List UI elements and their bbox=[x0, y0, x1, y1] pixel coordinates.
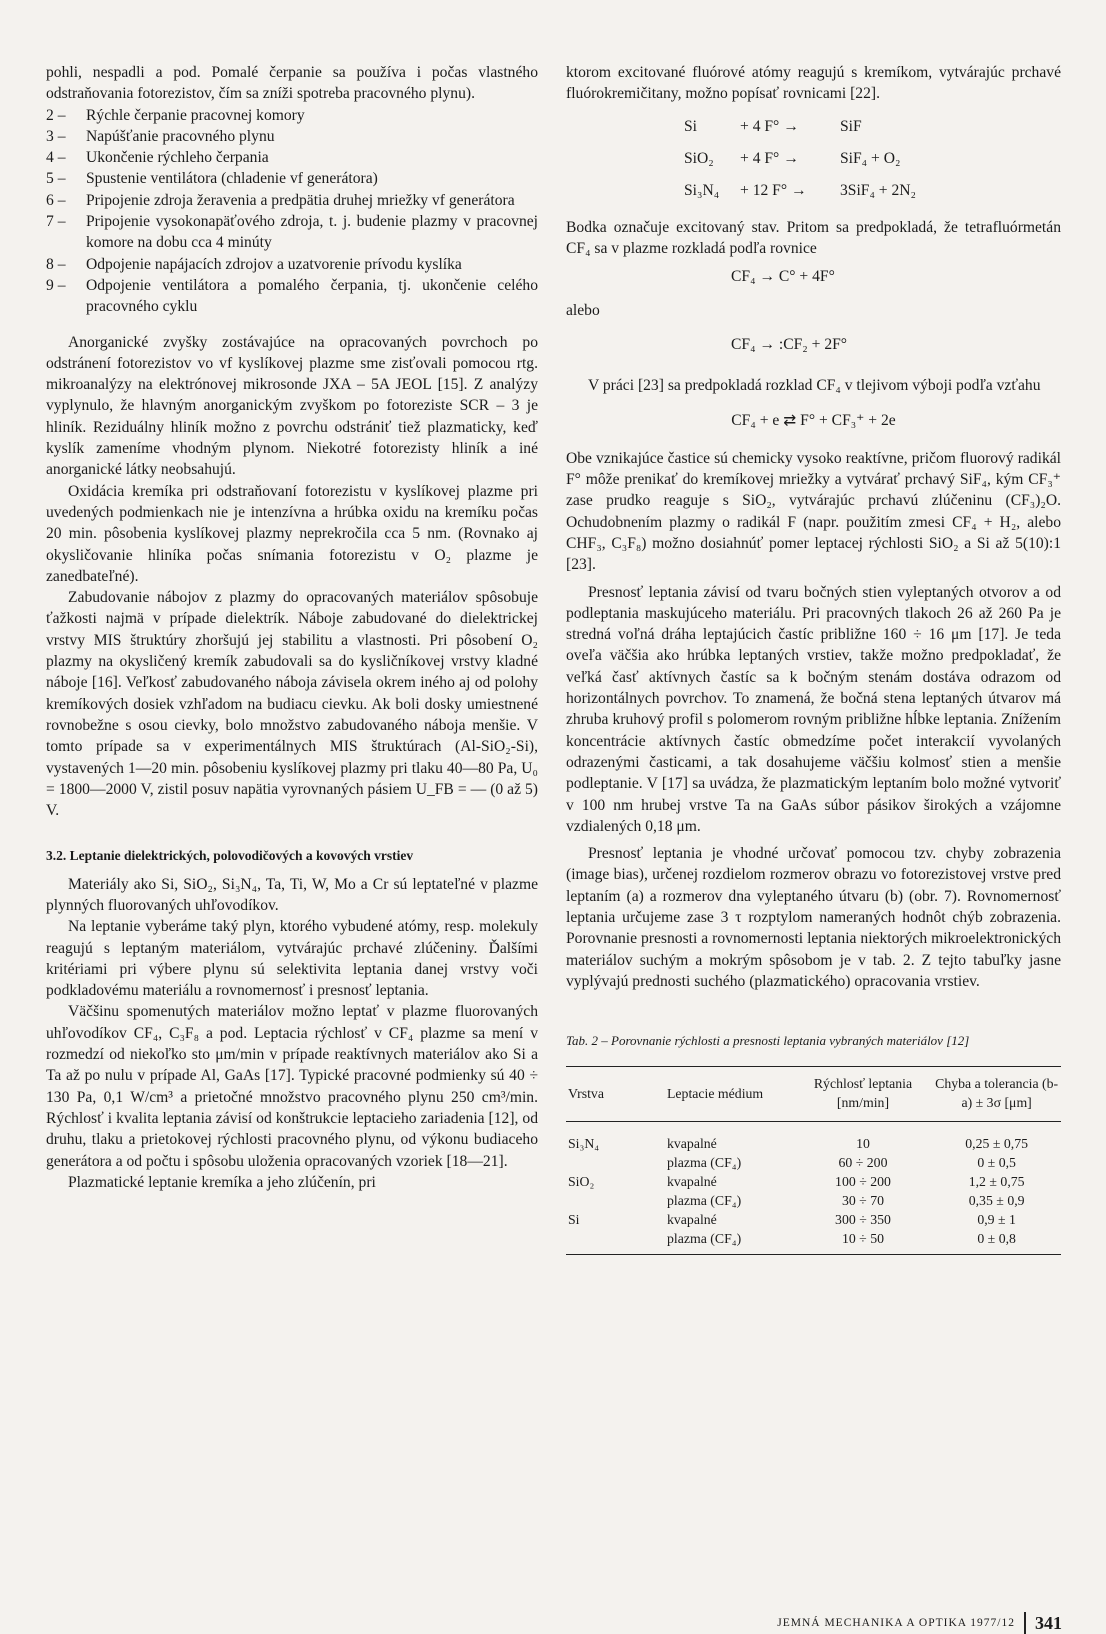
product: 3SiF₄ + 2N₂ bbox=[840, 181, 916, 199]
paragraph: Bodka označuje excitovaný stav. Pritom sa predpokladá, že tetrafluórmetán CF₄ sa v plazme rozkladá podľa rovnice bbox=[566, 218, 1061, 257]
table-row bbox=[566, 1172, 1061, 1210]
reaction-equation bbox=[684, 143, 1061, 175]
media-cell: kvapalné plazma (CF₄) bbox=[667, 1212, 742, 1247]
step-item bbox=[46, 168, 538, 189]
paragraph: V práci [23] sa predpokladá rozklad CF₄ v tlejivom výboji podľa vzťahu bbox=[588, 377, 1041, 395]
step-item bbox=[46, 105, 538, 126]
reactant: Si bbox=[684, 117, 698, 135]
paragraph: Presnosť leptania závisí od tvaru bočných stien vyleptaných otvorov a od podleptania maskujúceho materiálu. Pri pracovných tlakoch 26 až 260 Pa je stredná voľná dráha leptajúcich častíc približne 160 ÷ 16 μm [17]. Je teda oveľa väčšia ako hrúbka leptaných vrstiev, takže možno predpokladať, že veľká časť aktívnych častíc sa k bočným stenám dostáva odrazom od horizontálnych povrchov. To znamená, že bočná stena leptaných útvarov má zhruba kruhový profil s polomerom rovným približne hĺbke leptania. Znížením koncentrácie aktívnych častíc obmedzíme počet interakcií vyvolaných odrazenými časticami, a tak dosahujeme väčšiu kolmosť stien a menšie podleptanie. V [17] sa uvádza, že plazmatickým leptaním bolo možné vytvoriť v 100 nm hrubej vrstve Ta na GaAs súbor pásikov širokých a vzájomne vzdialených 0,18 μm. bbox=[566, 583, 1061, 835]
step-number: 3 – bbox=[46, 127, 66, 145]
media-cell: kvapalné plazma (CF₄) bbox=[667, 1136, 742, 1171]
table-caption: Tab. 2 – Porovnanie rýchlosti a presnosti leptania vybraných materiálov [12] bbox=[566, 1033, 970, 1049]
reaction-operator: + 4 F° → bbox=[740, 149, 799, 167]
paragraph: Anorganické zvyšky zostávajúce na opracovaných povrchoch po odstránení fotorezistov vo vf kyslíkovej plazme sme zisťovali pomocou rtg. mikroanalýzy na elektrónovej mikrosonde JXA – 5A JEOL [15]. Z analýzy vyplynulo, že hlavným anorganickým zvyškom po fotoreziste SCR – 3 je hliník. Reziduálny hliník možno z povrchu odstrániť tiež plazmaticky, keď kyslík zameníme vhodným plynom. Niekotré fotorezisty hliník a iné anorganické látky neobsahujú. bbox=[46, 333, 538, 479]
step-text: Ukončenie rýchleho čerpania bbox=[86, 149, 269, 167]
step-item bbox=[46, 190, 538, 211]
intro-continuation: pohli, nespadli a pod. Pomalé čerpanie sa používa i počas vlastného odstraňovania fotorezistov, čím sa zníži spotreba pracovného plynu). bbox=[46, 64, 538, 103]
paragraph: Oxidácia kremíka pri odstraňovaní fotorezistu v kyslíkovej plazme pri uvedených podmienkach nie je intenzívna a hrúbka oxidu na kremíku počas 20 min. pôsobenia kyslíkovej plazmy neprekročila cca 5 nm. (Rovnako aj okysličovanie hliníka počas snímania fotorezistu v O₂ plazme je zanedbateľné). bbox=[46, 482, 538, 585]
paragraph: Väčšinu spomenutých materiálov možno leptať v plazme fluorovaných uhľovodíkov CF₄, C₃F₈ a pod. Leptacia rýchlosť v CF₄ plazme sa mení v rozmedzí od niekoľko sto μm/min v prípade reaktívnych materiálov ako Si a Ta až po nulu v prípade Al, GaAs [17]. Typické pracovné podmienky sú 40 ÷ 130 Pa, 0,1 W/cm³ a prietočné množstvo pracovného plynu 250 cm³/min. Rýchlosť i kvalita leptania závisí od konštrukcie leptacieho zariadenia [12], od druhu, tlaku a prietokovej rýchlosti pracovného plynu, od výkonu budiaceho generátora a od počtu i spôsobu uloženia opracovaných vzoriek [18—21]. bbox=[46, 1003, 538, 1170]
reactant: SiO₂ bbox=[684, 149, 714, 167]
step-text: Napúšťanie pracovného plynu bbox=[86, 127, 275, 145]
paragraph: Na leptanie vyberáme taký plyn, ktorého vybudené atómy, resp. molekuly reagujú s leptaným materiálom, vytvárajúc prchavé zlúčeniny. Ďalšími kritériami pri výbere plynu sú selektivita leptania danej vrstvy voči podkladovému materiálu a rovnomernosť i presnosť leptania. bbox=[46, 918, 538, 1000]
journal-name: JEMNÁ MECHANIKA A OPTIKA 1977/12 bbox=[777, 1617, 1015, 1629]
error-cell: 0,25 ± 0,75 0 ± 0,5 bbox=[965, 1136, 1029, 1171]
equation: CF₄ + e ⇄ F° + CF₃⁺ + 2e bbox=[731, 412, 896, 430]
column-header: Vrstva bbox=[568, 1085, 604, 1101]
step-text: Odpojenie ventilátora a pomalého čerpania, tj. ukončenie celého pracovného cyklu bbox=[86, 276, 538, 316]
rate-cell: 300 ÷ 350 10 ÷ 50 bbox=[835, 1212, 891, 1247]
paragraph: Plazmatické leptanie kremíka a jeho zlúčenín, pri bbox=[68, 1173, 376, 1191]
step-number: 6 – bbox=[46, 191, 66, 209]
right-column bbox=[566, 62, 1061, 1255]
table-row bbox=[566, 1122, 1061, 1173]
step-number: 9 – bbox=[46, 276, 66, 294]
layer-cell: SiO₂ bbox=[568, 1174, 595, 1190]
step-number: 7 – bbox=[46, 213, 66, 231]
procedure-steps bbox=[46, 105, 538, 318]
cf4-decomposition bbox=[566, 259, 1061, 361]
paragraph: Presnosť leptania je vhodné určovať pomocou tzv. chyby zobrazenia (image bias), určenej rozdielom rozmerov obrazu vo fotorezistovej vrstve pred leptaním (a) a rozmerov dna vyleptaného útvaru (b) (obr. 7). Rovnomernosť leptania určujeme zase 3 τ rozptylom nameraných hodnôt chýb zobrazenia. Porovnanie presnosti a rovnomernosti leptania niektorých mikroelektronických materiálov suchým a mokrým spôsobom je v tab. 2. Z tejto tabuľky jasne vyplývajú prednosti suchého (plazmatického) opracovania vrstiev. bbox=[566, 845, 1061, 990]
error-cell: 1,2 ± 0,75 0,35 ± 0,9 bbox=[968, 1174, 1025, 1209]
reaction-equations bbox=[684, 111, 1061, 207]
step-item bbox=[46, 211, 538, 254]
left-column bbox=[46, 62, 538, 1193]
step-text: Pripojenie vysokonapäťového zdroja, t. j. budenie plazmy v pracovnej komore na dobu cca 4 minúty bbox=[86, 213, 538, 252]
column-header: Chyba a tolerancia (b-a) ± 3σ [μm] bbox=[935, 1076, 1059, 1111]
reaction-operator: + 12 F° → bbox=[740, 181, 807, 199]
step-item bbox=[46, 147, 538, 168]
paragraph: ktorom excitované fluórové atómy reagujú s kremíkom, vytvárajúc prchavé fluórokremičitany, možno popísať rovnicami [22]. bbox=[566, 64, 1061, 103]
section-heading: 3.2. Leptanie dielektrických, polovodičových a kovových vrstiev bbox=[46, 848, 414, 864]
page-number: 341 bbox=[1035, 1612, 1062, 1633]
step-text: Odpojenie napájacích zdrojov a uzatvorenie prívodu kyslíka bbox=[86, 255, 462, 273]
column-header: Leptacie médium bbox=[667, 1085, 764, 1101]
paragraph: Zabudovanie nábojov z plazmy do opracovaných materiálov spôsobuje ťažkosti najmä v prípade dielektrík. Náboje zabudované do dielektrickej vrstvy MIS štruktúry zhoršujú jej stabilitu a vlastnosti. Pri pôsobení O₂ plazmy na okysličený kremík zabudovali sa do kysličníkovej vrstvy kladné náboje [16]. Veľkosť zabudovaného náboja závisela okrem iného aj od polohy kremíkových dosiek vzhľadom na budiacu cievku. Ak boli dosky umiestnené rovnobežne s osou cievky, bolo množstvo zabudovaného náboja menšie. V tomto prípade sa v experimentálnych MIS štruktúrach (Al-SiO₂-Si), vystavených 1—20 min. pôsobeniu kyslíkovej plazmy pri tlaku 40—80 Pa, U₀ = 1800—2000 V, zistil posuv napätia vyrovnaných pásiem U_FB = — (0 až 5) V. bbox=[46, 589, 538, 820]
reaction-operator: + 4 F° → bbox=[740, 117, 799, 135]
paragraph: Obe vznikajúce častice sú chemicky vysoko reaktívne, pričom fluorový radikál F° môže prenikať do kremíkovej mriežky a vytvárať prchavý SiF₄, kým CF₃⁺ zase prudko reaguje s SiO₂, vytvárajúc prchavú zlúčeninu (CF₃)₂O. Ochudobnením plazmy o radikál F (napr. použitím zmesi CF₄ + H₂, alebo CHF₃, C₃F₈) možno dosiahnúť pomer leptacej rýchlosti SiO₂ a Si až 5(10):1 [23]. bbox=[566, 449, 1061, 574]
step-text: Spustenie ventilátora (chladenie vf generátora) bbox=[86, 170, 378, 188]
reactant: Si₃N₄ bbox=[684, 181, 720, 199]
rate-cell: 10 60 ÷ 200 bbox=[838, 1136, 888, 1171]
table-row bbox=[566, 1210, 1061, 1255]
step-number: 2 – bbox=[46, 106, 66, 124]
column-header: Rýchlosť leptania [nm/min] bbox=[813, 1076, 913, 1111]
step-number: 8 – bbox=[46, 255, 66, 273]
equation: CF₄ → C° + 4F° bbox=[731, 267, 835, 285]
comparison-table bbox=[566, 1066, 1061, 1255]
media-cell: kvapalné plazma (CF₄) bbox=[667, 1174, 742, 1209]
step-item bbox=[46, 254, 538, 275]
step-text: Pripojenie zdroja žeravenia a predpätia druhej mriežky vf generátora bbox=[86, 191, 515, 209]
paragraph: Materiály ako Si, SiO₂, Si₃N₄, Ta, Ti, W, Mo a Cr sú leptateľné v plazme plynných fluorovaných uhľovodíkov. bbox=[46, 875, 538, 914]
layer-cell: Si₃N₄ bbox=[568, 1136, 600, 1152]
step-text: Rýchle čerpanie pracovnej komory bbox=[86, 106, 305, 124]
step-number: 5 – bbox=[46, 170, 66, 188]
rate-cell: 100 ÷ 200 30 ÷ 70 bbox=[835, 1174, 891, 1209]
connector-word: alebo bbox=[566, 301, 600, 319]
layer-cell: Si bbox=[568, 1212, 580, 1228]
product: SiF₄ + O₂ bbox=[840, 149, 901, 167]
step-number: 4 – bbox=[46, 149, 66, 167]
reaction-equation bbox=[684, 111, 1061, 143]
table-header-row bbox=[566, 1067, 1061, 1122]
error-cell: 0,9 ± 1 0 ± 0,8 bbox=[977, 1212, 1016, 1247]
reaction-equation bbox=[684, 175, 1061, 207]
step-item bbox=[46, 275, 538, 318]
product: SiF bbox=[840, 117, 862, 135]
equation: CF₄ → :CF₂ + 2F° bbox=[731, 335, 848, 353]
step-item bbox=[46, 126, 538, 147]
